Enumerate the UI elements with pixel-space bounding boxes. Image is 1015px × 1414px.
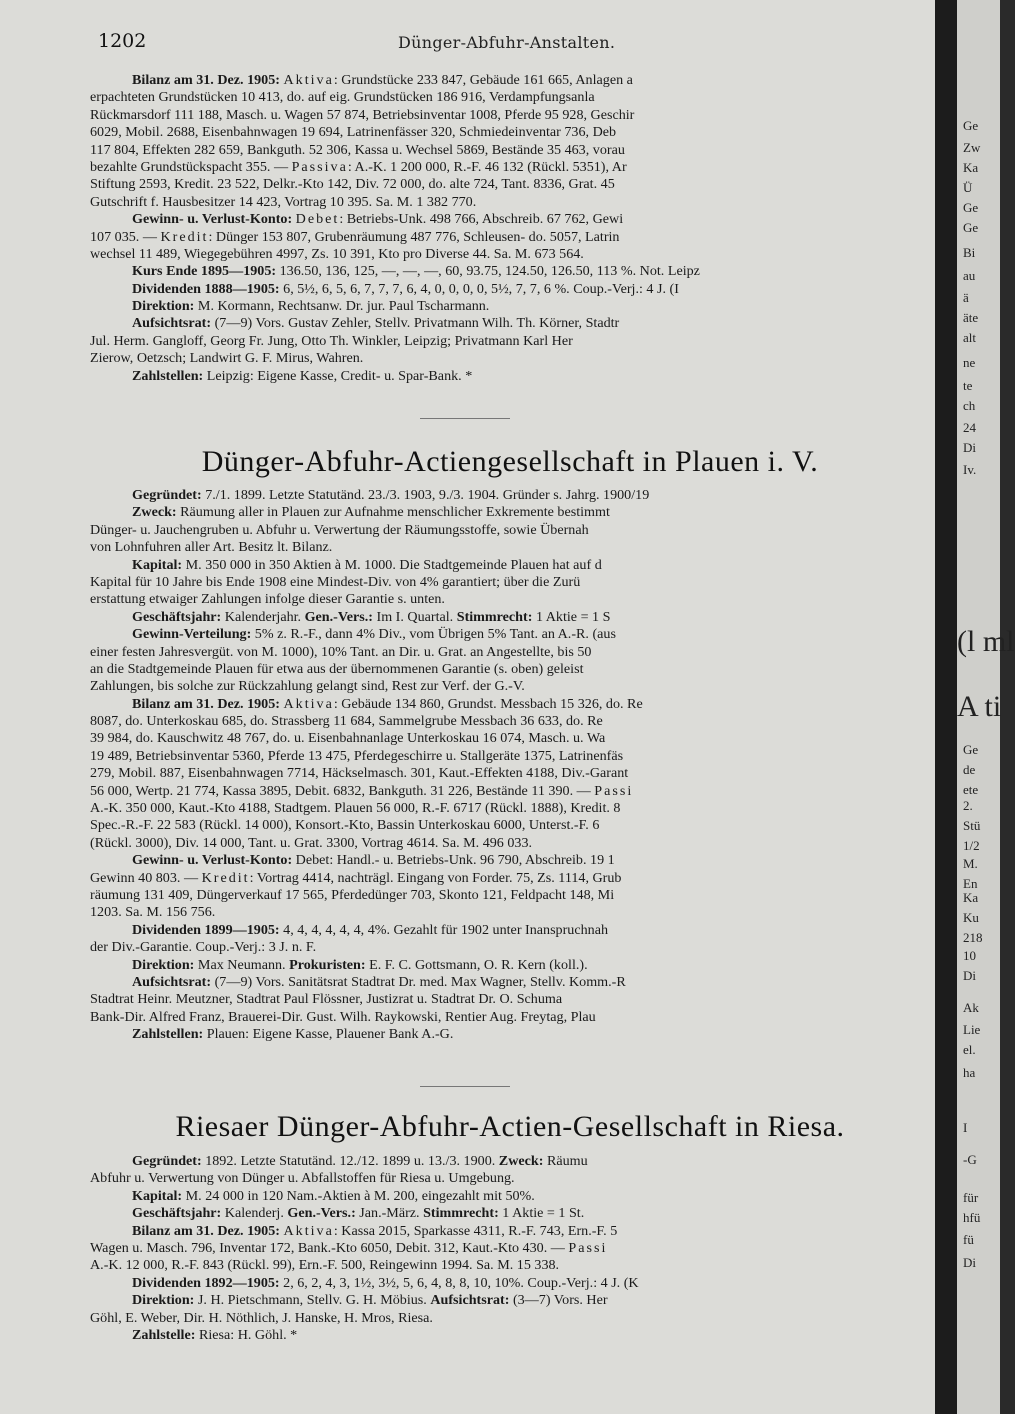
text-fragment: Aktiva — [283, 72, 334, 88]
field-label: Gewinn- u. Verlust-Konto: — [132, 852, 296, 869]
text-fragment: Max Neumann. — [197, 956, 290, 973]
text-fragment: Dünger- u. Jauchengruben u. Abfuhr u. Verwertung der Räumungsstoffe, sowie Übernah — [90, 521, 589, 538]
adjacent-page-fragment: Ku — [963, 910, 979, 925]
adjacent-page-fragment: Stü — [963, 818, 981, 833]
adjacent-page-fragment: ch — [963, 398, 976, 413]
field-label: Stimmrecht: — [456, 608, 536, 625]
book-gutter — [935, 0, 957, 1414]
entry-plauen — [90, 487, 930, 1044]
adjacent-page-fragment: Di — [963, 968, 976, 983]
field-label: Gewinn- u. Verlust-Konto: — [132, 211, 296, 228]
text-line — [90, 298, 930, 315]
text-line — [90, 159, 930, 176]
adjacent-page-fragment: En — [963, 876, 978, 891]
field-label: Direktion: — [132, 956, 198, 973]
adjacent-page-fragment: ne — [963, 355, 976, 370]
text-line — [90, 730, 930, 747]
text-fragment: : Dünger 153 807, Grubenräumung 487 776, Schleusen- do. 5057, Latrin — [208, 228, 620, 245]
adjacent-page-fragment: Ü — [963, 180, 973, 195]
field-label: Zahlstelle: — [132, 1326, 199, 1343]
text-fragment: : Kassa 2015, Sparkasse 4311, R.-F. 743, Ern.-F. 5 — [333, 1222, 618, 1239]
adjacent-page-fragment: Di — [963, 440, 976, 455]
text-line — [90, 1327, 930, 1344]
text-line — [90, 229, 930, 246]
adjacent-page-fragment: (l ml — [957, 625, 1015, 658]
text-line — [90, 1275, 930, 1292]
field-label: Stimmrecht: — [423, 1205, 503, 1222]
text-fragment: erpachteten Grundstücken 10 413, do. auf eig. Grundstücken 186 916, Verdampfungsanla — [90, 89, 595, 106]
adjacent-page-fragment: Lie — [963, 1022, 981, 1037]
text-line — [90, 939, 930, 956]
text-fragment: 39 984, do. Kauschwitz 48 767, do. u. Eisenbahnanlage Unterkoskau 16 074, Masch. u. Wa — [90, 730, 606, 747]
text-fragment: räumung 131 409, Düngerverkauf 17 565, Pferdedünger 703, Skonto 121, Feldpacht 148, Mi — [90, 886, 615, 903]
text-line — [90, 557, 930, 574]
text-line — [90, 1223, 930, 1240]
field-label: Aufsichtsrat: — [430, 1292, 513, 1309]
adjacent-page-fragment: au — [963, 268, 976, 283]
field-label: Aufsichtsrat: — [132, 315, 215, 332]
text-fragment: Kalenderjahr. — [224, 608, 305, 625]
adjacent-page-fragment: de — [963, 762, 976, 777]
text-fragment: erstattung etwaiger Zahlungen infolge dieser Garantie s. unten. — [90, 591, 445, 608]
field-label: Geschäftsjahr: — [132, 1205, 225, 1222]
entry-leipzig-continued — [90, 72, 930, 385]
adjacent-page-fragment: M. — [963, 856, 978, 871]
text-fragment: Jan.-März. — [359, 1205, 424, 1222]
text-fragment: 1 Aktie = 1 St. — [502, 1205, 585, 1222]
section-divider — [420, 418, 510, 419]
field-label: Kapital: — [132, 556, 186, 573]
text-line — [90, 142, 930, 159]
text-fragment: 2, 6, 2, 4, 3, 1½, 3½, 5, 6, 4, 8, 8, 10, 10%. Coup.-Verj.: 4 J. (K — [283, 1274, 639, 1291]
text-line — [90, 852, 930, 869]
text-line — [90, 974, 930, 991]
text-line — [90, 194, 930, 211]
field-label: Zahlstellen: — [132, 367, 207, 384]
adjacent-page-fragment: te — [963, 378, 973, 393]
text-fragment: A.-K. 350 000, Kaut.-Kto 4188, Stadtgem. Plauen 56 000, R.-F. 6717 (Rückl. 1888), Kredit. 8 — [90, 800, 621, 817]
text-fragment: Kredit — [160, 228, 209, 245]
text-fragment: 117 804, Effekten 282 659, Bankguth. 52 306, Kassa u. Wechsel 5869, Bestände 35 463, vorau — [90, 141, 625, 158]
text-line — [90, 315, 930, 332]
text-fragment: an die Stadtgemeinde Plauen für etwa aus der übernommenen Garantie (s. oben) geleist — [90, 660, 584, 677]
text-line — [90, 1257, 930, 1274]
adjacent-page-fragment: Ka — [963, 890, 979, 905]
text-line — [90, 1188, 930, 1205]
text-fragment: 6029, Mobil. 2688, Eisenbahnwagen 19 694, Latrinenfässer 320, Schmiedeinventar 736, Deb — [90, 124, 617, 141]
field-label: Bilanz am 31. Dez. 1905: — [132, 72, 284, 88]
text-fragment: 4, 4, 4, 4, 4, 4, 4%. Gezahlt für 1902 unter Inanspruchnah — [283, 921, 608, 938]
text-fragment: 1892. Letzte Statutänd. 12./12. 1899 u. 13./3. 1900. — [205, 1153, 499, 1169]
text-line — [90, 1026, 930, 1043]
text-fragment: Gewinn 40 803. — — [90, 869, 202, 886]
section-divider — [420, 1086, 510, 1087]
text-line — [90, 1205, 930, 1222]
page-header — [98, 30, 928, 60]
text-line — [90, 713, 930, 730]
field-label: Gewinn-Verteilung: — [132, 626, 255, 643]
text-line — [90, 870, 930, 887]
text-line — [90, 1009, 930, 1026]
page-number: 1202 — [98, 30, 147, 52]
text-fragment: Plauen: Eigene Kasse, Plauener Bank A.-G. — [206, 1026, 454, 1043]
text-fragment: Leipzig: Eigene Kasse, Credit- u. Spar-Bank. * — [206, 367, 473, 384]
text-fragment: Bank-Dir. Alfred Franz, Brauerei-Dir. Gust. Wilh. Raykowski, Rentier Aug. Freytag, Plau — [90, 1008, 596, 1025]
text-fragment: A.-K. 12 000, R.-F. 843 (Rückl. 99), Ern.-F. 500, Reingewinn 1994. Sa. M. 15 338. — [90, 1257, 560, 1274]
text-fragment: 136.50, 136, 125, —, —, —, 60, 93.75, 124.50, 126.50, 113 %. Not. Leipz — [279, 263, 700, 280]
text-fragment: der Div.-Garantie. Coup.-Verj.: 3 J. n. F. — [90, 939, 317, 956]
text-fragment: Kalenderj. — [224, 1205, 288, 1222]
adjacent-page-fragment: Bi — [963, 245, 976, 260]
text-fragment: : A.-K. 1 200 000, R.-F. 46 132 (Rückl. 5351), Ar — [347, 158, 627, 175]
text-line — [90, 333, 930, 350]
adjacent-page-fragment: ha — [963, 1065, 976, 1080]
adjacent-page-fragment: ä — [963, 290, 969, 305]
field-label: Bilanz am 31. Dez. 1905: — [132, 1222, 284, 1239]
text-line — [90, 574, 930, 591]
text-line — [90, 609, 930, 626]
text-fragment: Spec.-R.-F. 22 583 (Rückl. 14 000), Konsort.-Kto, Bassin Unterkoskau 6000, Unterst.-F. 6 — [90, 817, 600, 834]
text-line — [90, 800, 930, 817]
text-fragment: 6, 5½, 6, 5, 6, 7, 7, 7, 6, 4, 0, 0, 0, 0, 5½, 7, 7, 6 %. Coup.-Verj.: 4 J. (I — [283, 280, 679, 297]
field-label: Zweck: — [498, 1153, 547, 1169]
text-fragment: Zahlungen, bis solche zur Rückzahlung gelangt sind, Rest zur Verf. der G.-V. — [90, 678, 525, 695]
text-fragment: Jul. Herm. Gangloff, Georg Fr. Jung, Otto Th. Winkler, Leipzig; Privatmann Karl Her — [90, 332, 573, 349]
adjacent-page-fragment: Iv. — [963, 462, 977, 477]
text-fragment: Passi — [568, 1239, 608, 1256]
field-label: Bilanz am 31. Dez. 1905: — [132, 695, 284, 712]
text-line — [90, 522, 930, 539]
text-line — [90, 539, 930, 556]
adjacent-page-fragment: alt — [963, 330, 976, 345]
field-label: Gen.-Vers.: — [287, 1205, 360, 1222]
field-label: Zahlstellen: — [132, 1026, 207, 1043]
text-fragment: Passiva — [291, 158, 348, 175]
adjacent-page-fragment: Ge — [963, 200, 979, 215]
text-line — [90, 957, 930, 974]
text-fragment: Wagen u. Masch. 796, Inventar 172, Bank.-Kto 6050, Debit. 312, Kaut.-Kto 430. — — [90, 1239, 569, 1256]
adjacent-page-fragment: 10 — [963, 948, 976, 963]
text-fragment: von Lohnfuhren aller Art. Besitz lt. Bilanz. — [90, 539, 333, 556]
text-fragment: 5% z. R.-F., dann 4% Div., vom Übrigen 5% Tant. an A.-R. (aus — [254, 626, 616, 643]
text-line — [90, 626, 930, 643]
text-fragment: 8087, do. Unterkoskau 685, do. Strassberg 11 684, Sammelgrube Messbach 36 633, do. Re — [90, 713, 603, 730]
field-label: Gegründet: — [132, 487, 206, 503]
field-label: Zweck: — [132, 504, 181, 521]
text-fragment: E. F. C. Gottsmann, O. R. Kern (koll.). — [369, 956, 588, 973]
text-fragment: 56 000, Wertp. 21 774, Kassa 3895, Debit. 6832, Bankguth. 31 226, Bestände 11 390. — — [90, 782, 595, 799]
field-label: Geschäftsjahr: — [132, 608, 225, 625]
adjacent-page-fragment: äte — [963, 310, 979, 325]
running-title: Dünger-Abfuhr-Anstalten. — [398, 33, 616, 52]
text-fragment: Aktiva — [283, 695, 334, 712]
adjacent-page-fragment: A ti — [957, 690, 1002, 723]
entry-riesa — [90, 1153, 930, 1344]
adjacent-page-fragment: I — [963, 1120, 968, 1135]
field-label: Dividenden 1888—1905: — [132, 280, 284, 297]
text-fragment: Riesa: H. Göhl. * — [198, 1326, 298, 1343]
text-line — [90, 1153, 930, 1170]
text-line — [90, 487, 930, 504]
text-fragment: (Rückl. 3000), Div. 14 000, Tant. u. Grat. 3300, Vortrag 4614. Sa. M. 496 033. — [90, 834, 533, 851]
text-fragment: 107 035. — — [90, 228, 161, 245]
text-fragment: 279, Mobil. 887, Eisenbahnwagen 7714, Häckselmasch. 301, Kaut.-Effekten 4188, Div.-Garant — [90, 765, 629, 782]
adjacent-page-fragment: el. — [963, 1042, 976, 1057]
text-line — [90, 504, 930, 521]
text-line — [90, 1240, 930, 1257]
adjacent-page-fragment: 24 — [963, 420, 976, 435]
adjacent-page-fragment: Ge — [963, 742, 979, 757]
text-fragment: : Grundstücke 233 847, Gebäude 161 665, Anlagen a — [333, 72, 633, 88]
text-fragment: M. 350 000 in 350 Aktien à M. 1000. Die Stadtgemeinde Plauen hat auf d — [185, 556, 602, 573]
text-fragment: J. H. Pietschmann, Stellv. G. H. Möbius. — [197, 1292, 431, 1309]
text-fragment: M. 24 000 in 120 Nam.-Aktien à M. 200, eingezahlt mit 50%. — [185, 1187, 535, 1204]
adjacent-page-fragment: Di — [963, 1255, 976, 1270]
text-line — [90, 644, 930, 661]
text-fragment: 1203. Sa. M. 156 756. — [90, 904, 216, 921]
text-fragment: Kredit — [201, 869, 250, 886]
text-fragment: Räumu — [546, 1153, 588, 1169]
field-label: Direktion: — [132, 1292, 198, 1309]
adjacent-page-fragment: Ge — [963, 118, 979, 133]
adjacent-page-fragment: hfü — [963, 1210, 981, 1225]
adjacent-page-fragment: Zw — [963, 140, 981, 155]
text-line — [90, 783, 930, 800]
text-line — [90, 922, 930, 939]
text-line — [90, 124, 930, 141]
text-fragment: : Vortrag 4414, nachträgl. Eingang von Forder. 75, Zs. 1114, Grub — [249, 869, 622, 886]
text-fragment: : Betriebs-Unk. 498 766, Abschreib. 67 762, Gewi — [339, 211, 624, 228]
text-fragment: Kapital für 10 Jahre bis Ende 1908 eine Mindest-Div. von 4% garantiert; über die Zurü — [90, 573, 581, 590]
text-fragment: Aktiva — [283, 1222, 334, 1239]
text-fragment: 19 489, Betriebsinventar 5360, Pferde 13 475, Pferdegeschirre u. Stallgeräte 1375, Latrinenfäs — [90, 747, 624, 764]
adjacent-page-fragment: Ka — [963, 160, 979, 175]
text-fragment: bezahlte Grundstückspacht 355. — — [90, 158, 292, 175]
text-line — [90, 211, 930, 228]
text-fragment: (7—9) Vors. Sanitätsrat Stadtrat Dr. med. Max Wagner, Stellv. Komm.-R — [214, 973, 626, 990]
adjacent-page-fragment: fü — [963, 1232, 974, 1247]
text-line — [90, 281, 930, 298]
text-line — [90, 887, 930, 904]
text-line — [90, 1292, 930, 1309]
text-line — [90, 246, 930, 263]
text-fragment: : Gebäude 134 860, Grundst. Messbach 15 326, do. Re — [333, 695, 643, 712]
text-fragment: Abfuhr u. Verwertung von Dünger u. Abfallstoffen für Riesa u. Umgebung. — [90, 1170, 515, 1187]
text-line — [90, 696, 930, 713]
text-fragment: Räumung aller in Plauen zur Aufnahme menschlicher Exkremente bestimmt — [180, 504, 610, 521]
text-line — [90, 350, 930, 367]
text-line — [90, 991, 930, 1008]
adjacent-page-fragment: für — [963, 1190, 979, 1205]
field-label: Gegründet: — [132, 1153, 206, 1169]
text-line — [90, 904, 930, 921]
text-fragment: Rückmarsdorf 111 188, Masch. u. Wagen 57 874, Betriebsinventar 1008, Pferde 95 928, Geschir — [90, 106, 635, 123]
text-fragment: einer festen Jahresvergüt. von M. 1000), 10% Tant. an Dir. u. Grat. an Angestellte, bis 50 — [90, 643, 592, 660]
adjacent-page-fragment: -G — [963, 1152, 977, 1167]
text-line — [90, 368, 930, 385]
text-line — [90, 107, 930, 124]
field-label: Dividenden 1892—1905: — [132, 1274, 284, 1291]
text-fragment: Gutschrift f. Hausbesitzer 14 423, Vortrag 10 395. Sa. M. 1 382 770. — [90, 193, 477, 210]
text-line — [90, 89, 930, 106]
text-fragment: wechsel 11 489, Wiegegebühren 4997, Zs. 10 391, Kto pro Diverse 44. Sa. M. 673 564. — [90, 245, 584, 262]
text-line — [90, 1310, 930, 1327]
field-label: Direktion: — [132, 298, 198, 315]
field-label: Prokuristen: — [289, 956, 370, 973]
text-line — [90, 661, 930, 678]
text-fragment: Zierow, Oetzsch; Landwirt G. F. Mirus, Wahren. — [90, 350, 364, 367]
adjacent-page-fragment: 2. — [963, 798, 973, 813]
text-fragment: Debet: Handl.- u. Betriebs-Unk. 96 790, Abschreib. 19 1 — [295, 852, 615, 869]
text-line — [90, 765, 930, 782]
company-title-riesa: Riesaer Dünger-Abfuhr-Actien-Gesellschaft in Riesa. — [175, 1110, 845, 1143]
text-fragment: Stiftung 2593, Kredit. 23 522, Delkr.-Kto 142, Div. 72 000, do. alte 724, Tant. 8336, Grat. 45 — [90, 176, 615, 193]
text-fragment: 1 Aktie = 1 S — [535, 608, 611, 625]
text-fragment: Im I. Quartal. — [376, 608, 457, 625]
text-line — [90, 72, 930, 89]
adjacent-page-fragment: Ak — [963, 1000, 979, 1015]
field-label: Dividenden 1899—1905: — [132, 921, 284, 938]
text-fragment: (7—9) Vors. Gustav Zehler, Stellv. Privatmann Wilh. Th. Körner, Stadtr — [214, 315, 620, 332]
text-fragment: Stadtrat Heinr. Meutzner, Stadtrat Paul Flössner, Justizrat u. Stadtrat Dr. O. Schuma — [90, 991, 563, 1008]
adjacent-page-fragment: ete — [963, 782, 979, 797]
text-line — [90, 263, 930, 280]
adjacent-page-fragment: Ge — [963, 220, 979, 235]
text-line — [90, 176, 930, 193]
text-fragment: (3—7) Vors. Her — [512, 1292, 608, 1309]
text-line — [90, 748, 930, 765]
field-label: Kurs Ende 1895—1905: — [132, 263, 280, 280]
field-label: Aufsichtsrat: — [132, 973, 215, 990]
text-fragment: Debet — [295, 211, 340, 228]
text-fragment: 7./1. 1899. Letzte Statutänd. 23./3. 1903, 9./3. 1904. Gründer s. Jahrg. 1900/19 — [205, 487, 650, 503]
field-label: Kapital: — [132, 1187, 186, 1204]
text-fragment: M. Kormann, Rechtsanw. Dr. jur. Paul Tscharmann. — [197, 298, 490, 315]
text-line — [90, 1170, 930, 1187]
text-line — [90, 835, 930, 852]
adjacent-page-fragment: 218 — [963, 930, 983, 945]
adjacent-page-edge — [957, 0, 1015, 1414]
text-fragment: Passi — [594, 782, 634, 799]
text-line — [90, 817, 930, 834]
text-fragment: Göhl, E. Weber, Dir. H. Nöthlich, J. Hanske, H. Mros, Riesa. — [90, 1309, 433, 1326]
company-title-plauen: Dünger-Abfuhr-Actiengesellschaft in Plauen i. V. — [201, 445, 819, 478]
text-line — [90, 678, 930, 695]
text-line — [90, 591, 930, 608]
field-label: Gen.-Vers.: — [304, 608, 377, 625]
adjacent-page-fragment: 1/2 — [963, 838, 980, 853]
